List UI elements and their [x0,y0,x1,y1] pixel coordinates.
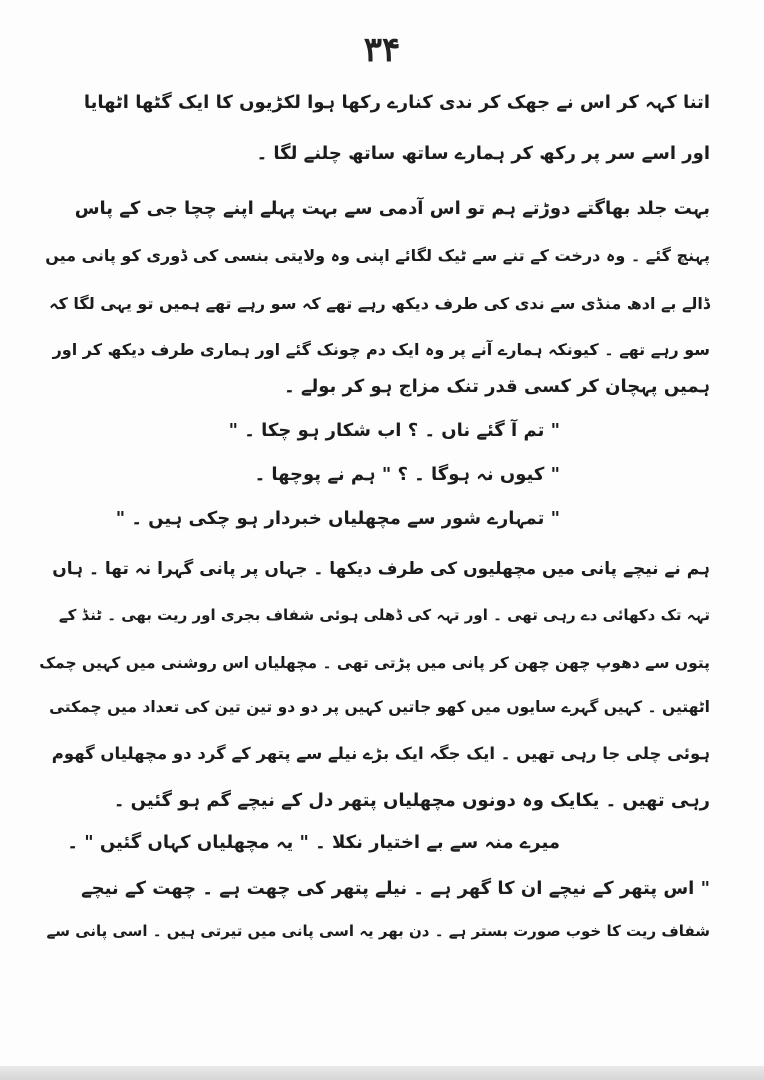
text-line-3: بہت جلد بھاگتے دوڑتے ہم تو اس آدمی سے بہت پہلے اپنے چچا جی کے پاس [74,198,710,219]
text-line-8: " تم آ گئے ناں ۔ ؟ اب شکار ہو چکا ۔ " [228,420,560,441]
text-line-11: ہم نے نیچے پانی میں مچھلیوں کی طرف دیکھا ۔ جہاں پر پانی گہرا نہ تھا ۔ ہاں [52,559,710,579]
text-line-9: " کیوں نہ ہوگا ۔ ؟ " ہم نے پوچھا ۔ [254,464,560,485]
text-line-2: اور اسے سر پر رکھ کر ہمارے ساتھ ساتھ چلنے لگا ۔ [256,143,710,164]
text-line-17: میرے منہ سے بے اختیار نکلا ۔ " یہ مچھلیاں کہاں گئیں " ۔ [67,832,560,853]
page-number: ۳۴ [363,30,401,70]
text-line-4: پہنچ گئے ۔ وہ درخت کے تنے سے ٹیک لگائے اپنی وہ ولایتی بنسی کی ڈوری کو پانی میں [45,246,710,265]
text-line-13: پتوں سے دھوپ چھن چھن کر پانی میں پڑتی تھی ۔ مچھلیاں اس روشنی میں کہیں چمک [39,654,710,672]
text-line-1: اتنا کہہ کر اس نے جھک کر ندی کنارے رکھا ہوا لکڑیوں کا ایک گٹھا اٹھایا [83,92,710,113]
text-line-12: تہہ تک دکھائی دے رہی تھی ۔ اور تہہ کی ڈھلی ہوئی شفاف بجری اور ریت بھی ۔ ٹنڈ کے [58,606,710,624]
text-line-10: " تمہارے شور سے مچھلیاں خبردار ہو چکی ہیں ۔ " [115,508,560,529]
text-line-5: ڈالے بے ادھ منڈی سے ندی کی طرف دیکھ رہے تھے کہ سو رہے تھے ہمیں تو یہی لگا کہ [49,294,710,313]
text-line-16: رہی تھیں ۔ یکایک وہ دونوں مچھلیاں پتھر دل کے نیچے گم ہو گئیں ۔ [113,790,710,811]
text-line-18: " اس پتھر کے نیچے ان کا گھر ہے ۔ نیلے پتھر کی چھت ہے ۔ چھت کے نیچے [81,878,710,899]
text-line-6: سو رہے تھے ۔ کیونکہ ہمارے آنے پر وہ ایک دم چونک گئے اور ہماری طرف دیکھ کر اور [52,340,710,359]
text-line-19: شفاف ریت کا خوب صورت بستر ہے ۔ دن بھر یہ اسی پانی میں تیرتی ہیں ۔ اسی پانی سے [46,922,710,940]
text-line-14: اٹھتیں ۔ کہیں گہرے سایوں میں کھو جاتیں کہیں پر دو دو تین تین کی تعداد میں چمکتی [49,698,710,716]
scan-bottom-edge [0,1066,764,1080]
text-line-15: ہوئی چلی جا رہی تھیں ۔ ایک جگہ ایک بڑے نیلے سے پتھر کے گرد دو مچھلیاں گھوم [51,744,710,763]
text-line-7: ہمیں پہچان کر کسی قدر تنک مزاج ہو کر بولے ۔ [284,376,710,397]
